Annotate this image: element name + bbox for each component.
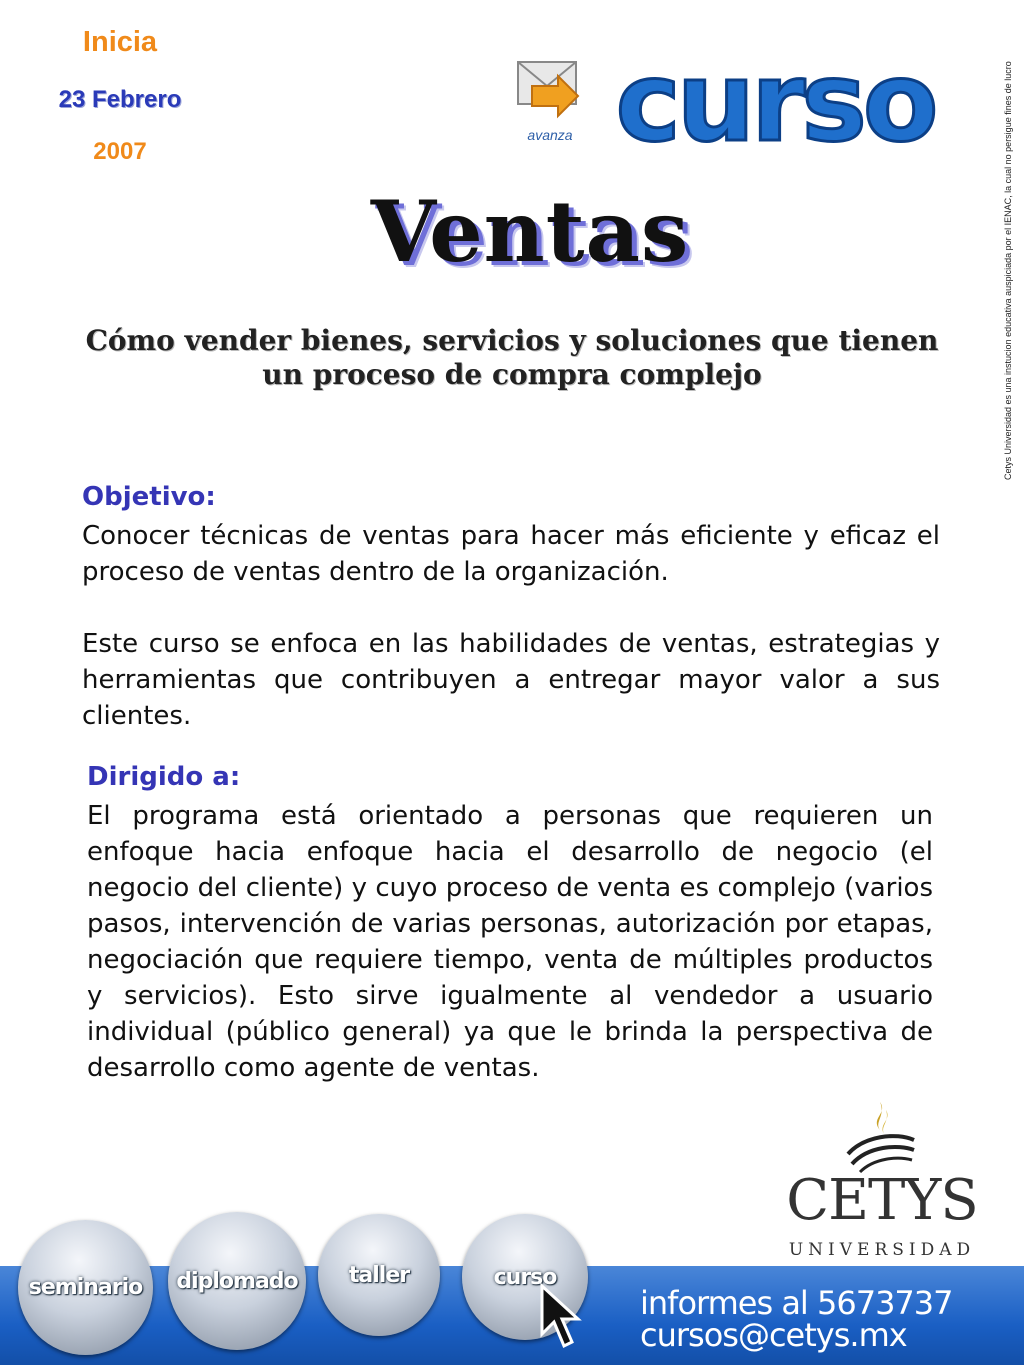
curso-logo [600, 48, 950, 158]
contact-email[interactable]: cursos@cetys.mx [640, 1316, 907, 1354]
dirigido-heading: Dirigido a: [87, 762, 241, 792]
curso-logo-text: curso [615, 48, 935, 158]
cetys-universidad: UNIVERSIDAD [788, 1240, 976, 1260]
course-focus-text: Este curso se enfoca en las habilidades de ventas, estrategias y herramientas que contribuyen a entregar mayor valor a sus clientes. [82, 629, 940, 731]
objetivo-text: Conocer técnicas de ventas para hacer más eficiente y eficaz el proceso de ventas dentro de la organización. [82, 521, 940, 587]
side-legal-note: Cetys Universidad es una instucion educativa auspiciada por el IENAC, la cual no persigue fines de lucro [1003, 61, 1013, 480]
nav-taller-label: taller [348, 1262, 410, 1288]
cetys-wordmark: CETYS [786, 1168, 978, 1233]
objetivo-heading: Objetivo: [82, 482, 216, 512]
nav-curso-label: curso [493, 1264, 557, 1290]
nav-seminario-label: seminario [28, 1275, 143, 1300]
subtitle-line-1: Cómo vender bienes, servicios y soluciones que tienen [85, 324, 939, 357]
page-title: Ventas [370, 182, 690, 281]
subtitle-line-2: un proceso de compra complejo [262, 358, 762, 391]
dirigido-text: El programa está orientado a personas que requieren un enfoque hacia enfoque hacia el desarrollo de negocio (el negocio del cliente) y cuyo proceso de venta es complejo (varios pasos, intervención de varias personas, autorización por etapas, negociación que requiere tiempo, venta de múltiples productos y servicios). Esto sirve igualmente al vendedor a usuario individual (público general) ya que le brinda la perspectiva de desarrollo como agente de ventas. [87, 801, 933, 1083]
nav-diplomado-button[interactable] [168, 1212, 306, 1350]
start-label: Inicia [82, 26, 158, 58]
envelope-arrow-icon [510, 56, 590, 146]
nav-taller-button[interactable] [318, 1214, 440, 1336]
nav-seminario-button[interactable] [18, 1220, 153, 1355]
subtitle [30, 324, 994, 392]
start-date: 23 Febrero [58, 86, 182, 113]
mouse-pointer-icon [536, 1282, 586, 1352]
nav-diplomado-label: diplomado [176, 1268, 298, 1294]
cetys-flame-icon [840, 1096, 920, 1176]
avanza-label: avanza [527, 127, 573, 143]
start-year: 2007 [93, 138, 147, 165]
contact-phone: informes al 5673737 [640, 1284, 953, 1322]
